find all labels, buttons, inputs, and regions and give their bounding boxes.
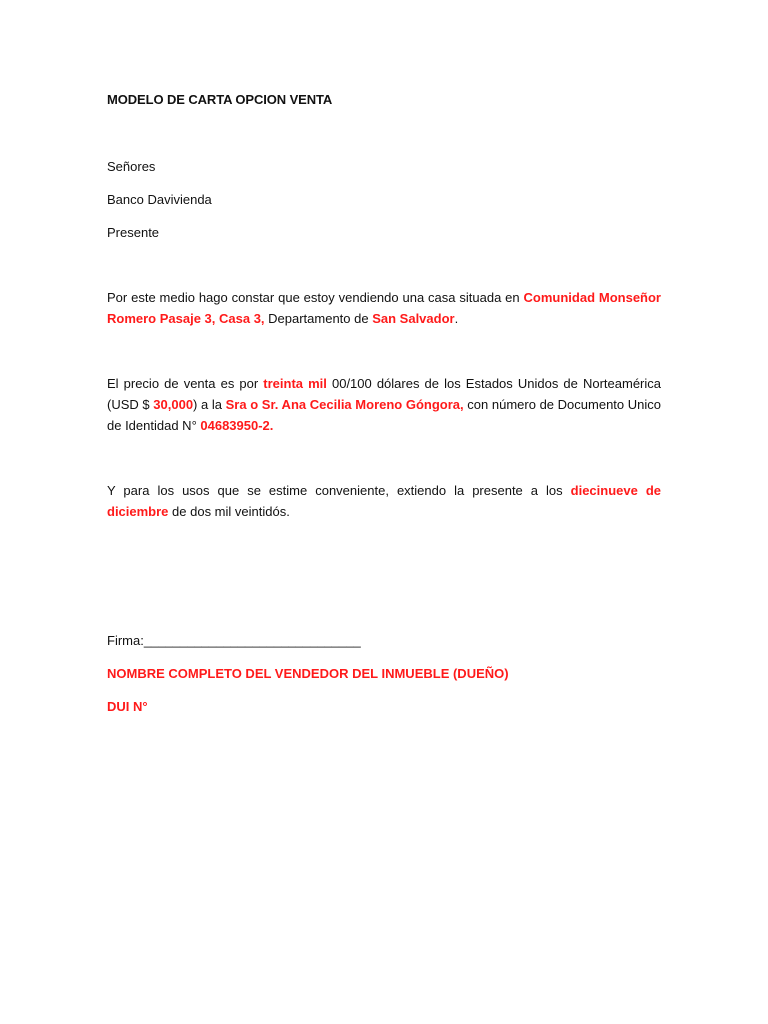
paragraph-text: con número de Documento Unico de Identidad N°: [107, 397, 662, 433]
paragraph-closing: [107, 480, 661, 522]
property-address: Comunidad Monseñor Romero Pasaje 3, Casa 3,: [107, 290, 661, 326]
paragraph-text: Y para los usos que se estime conveniente, extiendo la presente a los: [107, 483, 571, 498]
price-in-words: treinta mil: [263, 376, 327, 391]
salutation-line-1: Señores: [107, 159, 156, 174]
signature-line: Firma:______________________________: [107, 633, 361, 648]
salutation-line-2: Banco Davivienda: [107, 192, 212, 207]
paragraph-sale-price: [107, 373, 661, 436]
paragraph-text: .: [454, 311, 459, 326]
buyer-id-number: 04683950-2.: [200, 418, 274, 433]
paragraph-property-location: [107, 287, 661, 329]
paragraph-text: 00/100 dólares de los Estados Unidos de Norteamérica (USD $: [107, 376, 662, 412]
paragraph-text: El precio de venta es por: [107, 376, 264, 391]
price-amount: 30,000: [153, 397, 194, 412]
seller-name-placeholder: NOMBRE COMPLETO DEL VENDEDOR DEL INMUEBLE (DUEÑO): [107, 666, 509, 681]
document-title: MODELO DE CARTA OPCION VENTA: [107, 92, 333, 107]
date-in-words: diecinueve de diciembre: [107, 483, 662, 519]
paragraph-text: Departamento de: [264, 311, 373, 326]
dui-label: DUI N°: [107, 699, 148, 714]
paragraph-text: de dos mil veintidós.: [168, 504, 290, 519]
paragraph-text: Por este medio hago constar que estoy vendiendo una casa situada en: [107, 290, 524, 305]
buyer-name: Sra o Sr. Ana Cecilia Moreno Góngora,: [225, 397, 464, 412]
department-name: San Salvador: [372, 311, 455, 326]
paragraph-text: ) a la: [193, 397, 226, 412]
salutation-line-3: Presente: [107, 225, 160, 240]
